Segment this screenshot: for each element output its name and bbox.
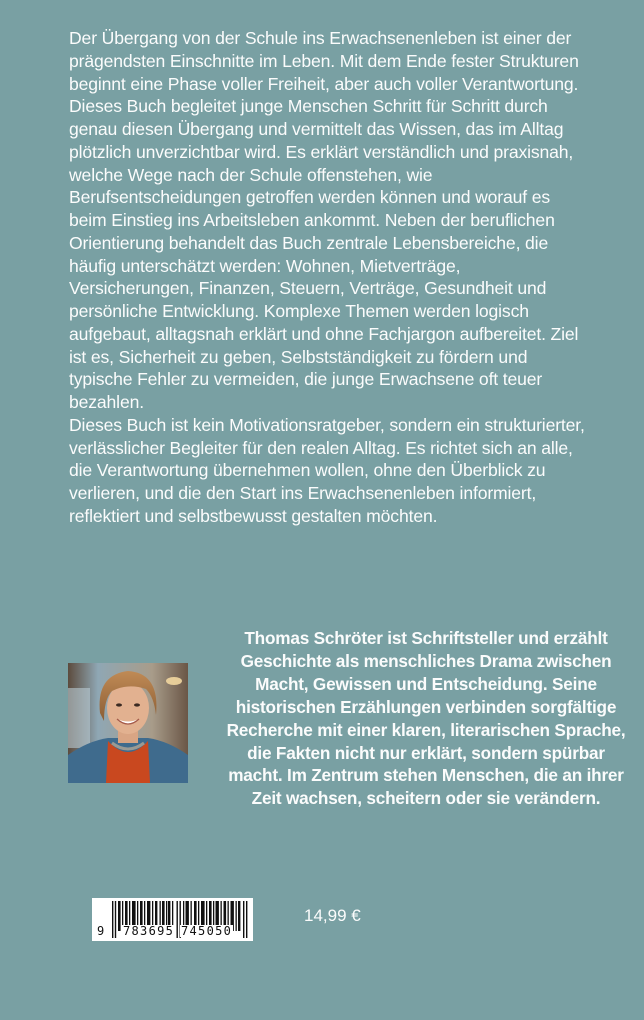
- price-label: 14,99 €: [304, 906, 361, 925]
- author-photo: [68, 663, 188, 783]
- barcode-left-group: 783695: [123, 924, 175, 938]
- author-portrait-image: [68, 663, 188, 783]
- isbn-barcode: [92, 898, 253, 941]
- blurb-paragraph-1: Der Übergang von der Schule ins Erwachsenenleben ist einer der prägendsten Einschnitte im Leben. Mit dem Ende fester Strukturen beginnt eine Phase voller Freiheit, aber auch voller Verantwortung. Dieses Buch begleitet junge Menschen Schritt für Schritt durch genau diesen Übergang und vermittelt das Wissen, das im Alltag plötzlich unverzichtbar wird. Es erklärt verständlich und praxisnah, welche Wege nach der Schule offenstehen, wie Berufsentscheidungen getroffen werden können und worauf es beim Einstieg ins Arbeitsleben ankommt. Neben der beruflichen Orientierung behandelt das Buch zentrale Lebensbereiche, die häufig unterschätzt werden: Wohnen, Mietverträge, Versicherungen, Finanzen, Steuern, Verträge, Gesundheit und persönliche Entwicklung. Komplexe Themen werden logisch aufgebaut, alltagsnah erklärt und ohne Fachjargon aufbereitet. Ziel ist es, Sicherheit zu geben, Selbstständigkeit zu fördern und typische Fehler zu vermeiden, die junge Erwachsene oft teuer bezahlen.: [69, 28, 579, 412]
- barcode-right-group: 745050: [181, 924, 233, 938]
- back-cover-blurb: [69, 27, 587, 528]
- blurb-paragraph-2: Dieses Buch ist kein Motivationsratgeber, sondern ein strukturierter, verlässlicher Begleiter für den realen Alltag. Es richtet sich an alle, die Verantwortung übernehmen wollen, ohne den Überblick zu verlieren, und die den Start ins Erwachsenenleben informiert, reflektiert und selbstbewusst gestalten möchten.: [69, 414, 585, 526]
- barcode-lead-digit: 9: [97, 924, 106, 938]
- author-bio: Thomas Schröter ist Schriftsteller und erzählt Geschichte als menschliches Drama zwischen Macht, Gewissen und Entscheidung. Seine historischen Erzählungen verbinden sorgfältige Recherche mit einer klaren, literarischen Sprache, die Fakten nicht nur erklärt, sondern spürbar macht. Im Zentrum stehen Menschen, die an ihrer Zeit wachsen, scheitern oder sie verändern.: [226, 628, 626, 809]
